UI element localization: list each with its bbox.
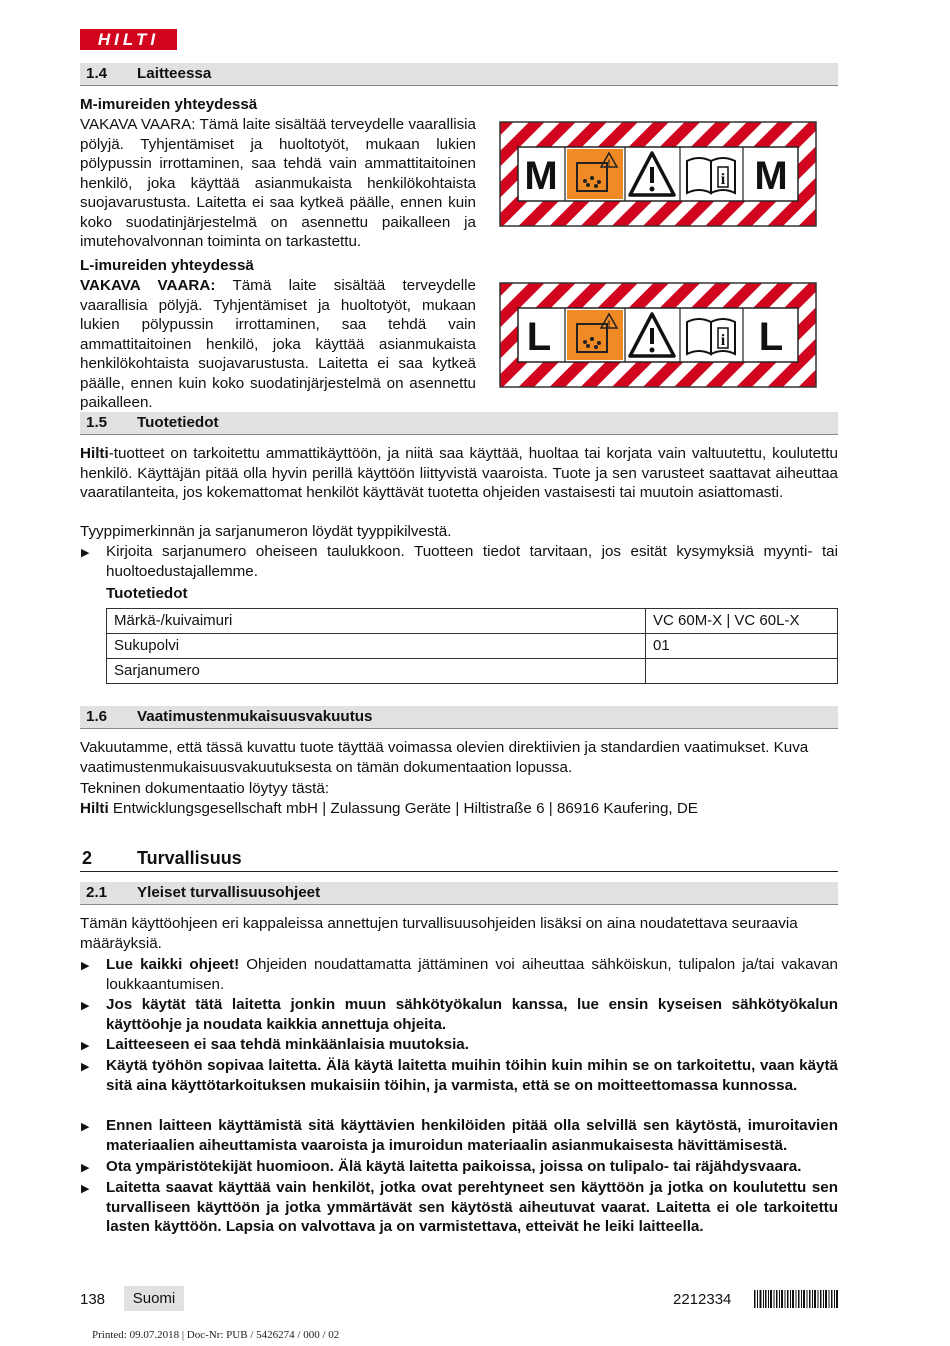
bullet-arrow-icon: ▶ bbox=[81, 1000, 90, 1012]
safety-rule: Ota ympäristötekijät huomioon. Älä käytä laitetta paikoissa, joissa on tulipalo- tai räjähdysvaara. bbox=[106, 1158, 802, 1175]
warning-sign-l bbox=[499, 282, 817, 388]
table-cell-label: Märkä-/kuivaimuri bbox=[107, 609, 646, 634]
sign-letter-right: L bbox=[758, 315, 784, 359]
chapter-number: 2 bbox=[82, 848, 93, 868]
chapter-title: Turvallisuus bbox=[137, 848, 242, 868]
section-header-1-5 bbox=[80, 412, 838, 435]
chapter-header-2 bbox=[80, 845, 838, 872]
table-cell-label: Sarjanumero bbox=[107, 659, 646, 684]
page-number: 138 bbox=[80, 1291, 106, 1308]
sign-letter-left: L bbox=[526, 315, 552, 359]
dust-hazard-icon bbox=[567, 310, 623, 360]
product-info-table bbox=[106, 608, 838, 684]
product-info-paragraph: Hilti-tuotteet on tarkoitettu ammattikäyttöön, ja niitä saa käyttää, huoltaa tai korjata vain valtuutettu, koulutettu henkilö. Käyttäjän pitää olla hyvin perillä käyttöön liittyvistä vaaroista. Tuote ja sen varusteet saattavat aiheuttaa vaaratilanteita, jos kokemattomat henkilöt käyttävät tuotetta ohjeiden vastaisesti tai muutoin asiattomasti. bbox=[80, 445, 838, 501]
bullet-arrow-icon: ▶ bbox=[81, 960, 90, 972]
section-title: Vaatimustenmukaisuusvakuutus bbox=[137, 708, 373, 725]
m-body: VAKAVA VAARA: Tämä laite sisältää terveydelle vaarallisia pölyjä. Tyhjentämiset ja huoltotyöt, mukaan lukien pölypussin irrottaminen, saa tehdä vain ammattitaitoinen henkilö, joka käyttää asianmukaista henkilökohtaista suojavarustusta. Laitetta ei saa kytkeä päälle, ennen kuin koko suodatinjärjestelmä on asennettu paikalleen ja imutehovalvonnan toiminta on tarkastettu. bbox=[80, 116, 476, 250]
print-info: Printed: 09.07.2018 | Doc-Nr: PUB / 5426274 / 000 / 02 bbox=[92, 1329, 340, 1341]
tech-doc-note: Tekninen dokumentaatio löytyy tästä: bbox=[80, 780, 330, 797]
table-row bbox=[107, 659, 838, 684]
hilti-logo: HILTI bbox=[80, 29, 177, 50]
section-title: Tuotetiedot bbox=[137, 414, 219, 431]
table-cell-value: VC 60M-X | VC 60L-X bbox=[646, 609, 838, 634]
m-heading: M-imureiden yhteydessä bbox=[80, 96, 258, 113]
l-heading: L-imureiden yhteydessä bbox=[80, 257, 254, 274]
table-cell-label: Sukupolvi bbox=[107, 634, 646, 659]
svg-text:i: i bbox=[720, 332, 726, 349]
table-title: Tuotetiedot bbox=[106, 585, 188, 602]
section-header-1-6 bbox=[80, 706, 838, 729]
svg-text:!: ! bbox=[607, 319, 611, 329]
warning-sign-m bbox=[499, 121, 817, 227]
safety-rule: Laitteeseen ei saa tehdä minkäänlaisia muutoksia. bbox=[106, 1036, 469, 1053]
section-title: Laitteessa bbox=[137, 65, 212, 82]
language-label: Suomi bbox=[124, 1286, 184, 1311]
type-plate-note: Tyyppimerkinnän ja sarjanumeron löydät tyyppikilvestä. bbox=[80, 523, 452, 540]
bullet-arrow-icon: ▶ bbox=[81, 1061, 90, 1073]
safety-rule: Jos käytät tätä laitetta jonkin muun sähkötyökalun kanssa, lue ensin kyseisen sähkötyökalun käyttöohje ja noudata kaikkia annettuja ohjeita. bbox=[106, 996, 838, 1033]
safety-rule: Käytä työhön sopivaa laitetta. Älä käytä laitetta muihin töihin kuin mihin se on tarkoitettu, vaan käytä sitä aina käyttötarkoituksen mukaisiin töihin, ja varmista, että se on moitteettomassa kunnossa. bbox=[106, 1057, 838, 1094]
table-cell-value: 01 bbox=[646, 634, 838, 659]
section-number: 2.1 bbox=[86, 884, 108, 901]
bullet-arrow-icon: ▶ bbox=[81, 1121, 90, 1133]
section-title: Yleiset turvallisuusohjeet bbox=[137, 884, 321, 901]
table-row bbox=[107, 634, 838, 659]
bullet-arrow-icon: ▶ bbox=[81, 1162, 90, 1174]
section-number: 1.4 bbox=[86, 65, 108, 82]
table-row bbox=[107, 609, 838, 634]
doc-number: 2212334 bbox=[673, 1291, 732, 1308]
l-body: VAKAVA VAARA: Tämä laite sisältää terveydelle vaarallisia pölyjä. Tyhjentämiset ja huoltotyöt, mukaan lukien pölypussin irrottaminen, saa tehdä vain ammattitaitoinen henkilö, joka käyttää asianmukaista henkilökohtaista suojavarustusta. Laitetta ei saa kytkeä päälle, ennen kuin koko suodatinjärjestelmä on asennettu paikalleen. bbox=[80, 277, 476, 411]
safety-rule: Ennen laitteen käyttämistä sitä käyttävien henkilöiden pitää olla selvillä sen käytöstä, imuroitavien materiaalien aiheuttamista vaaroista ja imuroidun materiaalin asianmukaisesta hävittämisestä. bbox=[106, 1117, 838, 1154]
barcode-icon bbox=[754, 1290, 838, 1308]
bullet-arrow-icon: ▶ bbox=[81, 1040, 90, 1052]
section-number: 1.5 bbox=[86, 414, 108, 431]
safety-intro: Tämän käyttöohjeen eri kappaleissa annettujen turvallisuusohjeiden lisäksi on aina noudatettava seuraavia määräyksiä. bbox=[80, 915, 798, 952]
safety-rule: Lue kaikki ohjeet! Ohjeiden noudattamatta jättäminen voi aiheuttaa sähköiskun, tulipalon ja/tai vakavan loukkaantumisen. bbox=[106, 956, 838, 993]
conformity-paragraph: Vakuutamme, että tässä kuvattu tuote täyttää voimassa olevien direktiivien ja standardien vaatimukset. Kuva vaatimustenmukaisuusvakuutuksesta on tämän dokumentaation lopussa. bbox=[80, 739, 809, 776]
sign-letter-left: M bbox=[524, 154, 558, 198]
dust-hazard-icon bbox=[567, 149, 623, 199]
bullet-arrow-icon: ▶ bbox=[81, 1183, 90, 1195]
section-header-1-4 bbox=[80, 63, 838, 86]
bullet-arrow-icon: ▶ bbox=[81, 547, 90, 559]
svg-text:!: ! bbox=[607, 158, 611, 168]
manufacturer-address: Hilti Entwicklungsgesellschaft mbH | Zulassung Geräte | Hiltistraße 6 | 86916 Kaufering, DE bbox=[80, 800, 698, 817]
serial-number-instruction: Kirjoita sarjanumero oheiseen taulukkoon. Tuotteen tiedot tarvitaan, jos esität kysymyksiä myynti- tai huoltoedustajallemme. bbox=[106, 543, 838, 580]
svg-text:i: i bbox=[720, 171, 726, 188]
serial-number-field[interactable] bbox=[646, 659, 838, 684]
sign-letter-right: M bbox=[754, 154, 788, 198]
section-header-2-1 bbox=[80, 882, 838, 905]
section-number: 1.6 bbox=[86, 708, 108, 725]
safety-rule: Laitetta saavat käyttää vain henkilöt, jotka ovat perehtyneet sen käyttöön ja jotka on koulutettu sen turvalliseen käyttöön ja jotka ymmärtävät sen käytöstä aiheutuvat vaarat. Laitetta ei ole tarkoitettu lasten käyttöön. Lapsia on valvottava ja on varmistettava, etteivät he leiki laitteella. bbox=[106, 1179, 838, 1235]
